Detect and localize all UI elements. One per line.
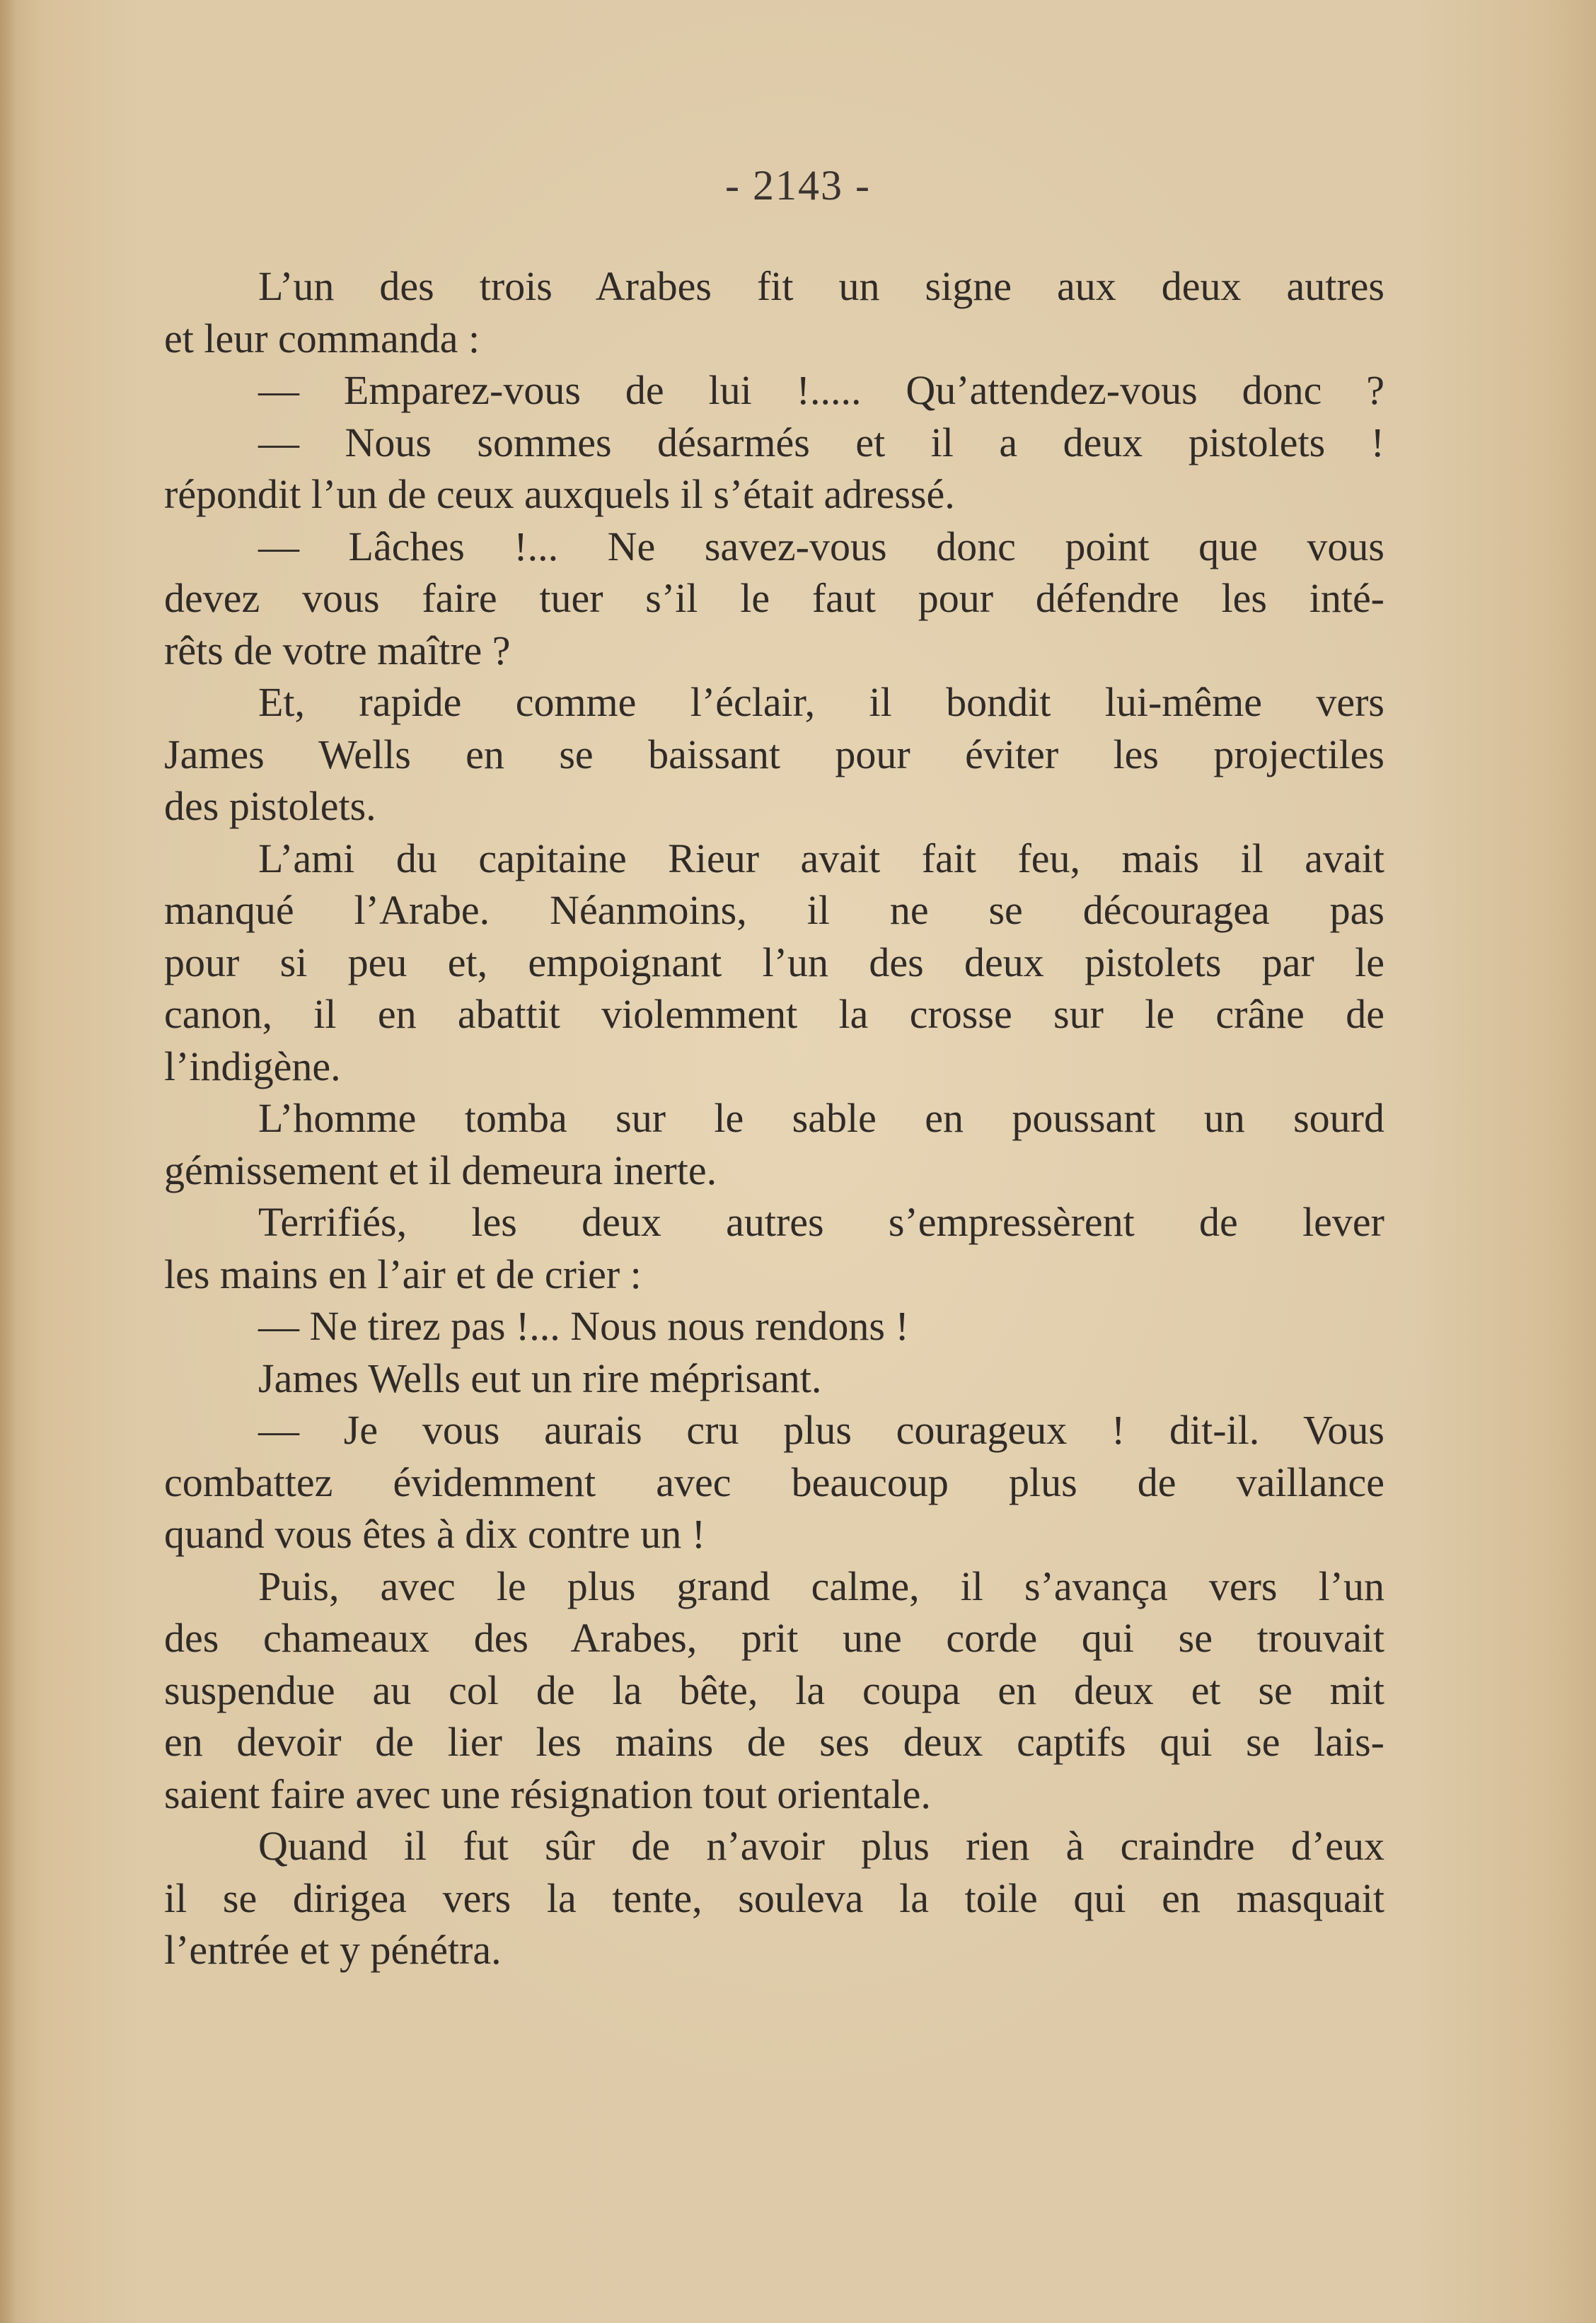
text-line: Terrifiés, les deux autres s’empressèrent de lever [258, 1199, 1384, 1245]
text-line: des pistolets. [164, 783, 376, 829]
text-line: l’indigène. [164, 1043, 341, 1089]
text-line: manqué l’Arabe. Néanmoins, il ne se découragea pas [164, 887, 1384, 933]
text-line: L’homme tomba sur le sable en poussant un sourd [258, 1095, 1384, 1141]
text-line: suspendue au col de la bête, la coupa en deux et se mit [164, 1667, 1384, 1713]
text-line: — Nous sommes désarmés et il a deux pistolets ! [258, 419, 1384, 465]
text-line: combattez évidemment avec beaucoup plus de vaillance [164, 1459, 1384, 1505]
text-line: James Wells en se baissant pour éviter les projectiles [164, 731, 1384, 777]
text-line: canon, il en abattit violemment la crosse sur le crâne de [164, 991, 1384, 1037]
text-line: L’ami du capitaine Rieur avait fait feu, mais il avait [258, 835, 1384, 881]
text-line: rêts de votre maître ? [164, 627, 511, 673]
text-line: l’entrée et y pénétra. [164, 1927, 502, 1973]
text-line: en devoir de lier les mains de ses deux captifs qui se lais- [164, 1719, 1384, 1765]
text-line: Quand il fut sûr de n’avoir plus rien à craindre d’eux [258, 1823, 1384, 1869]
text-line: L’un des trois Arabes fit un signe aux deux autres [258, 263, 1384, 309]
text-line: Et, rapide comme l’éclair, il bondit lui-même vers [258, 679, 1384, 725]
text-line: quand vous êtes à dix contre un ! [164, 1511, 706, 1557]
text-line: des chameaux des Arabes, prit une corde qui se trouvait [164, 1615, 1384, 1661]
text-line: les mains en l’air et de crier : [164, 1251, 642, 1297]
text-line: devez vous faire tuer s’il le faut pour défendre les inté- [164, 575, 1384, 621]
text-line: — Je vous aurais cru plus courageux ! dit-il. Vous [258, 1407, 1384, 1453]
text-line: — Ne tirez pas !... Nous nous rendons ! [258, 1303, 909, 1349]
text-line: gémissement et il demeura inerte. [164, 1147, 717, 1193]
body-text [164, 260, 1384, 1976]
text-line: il se dirigea vers la tente, souleva la toile qui en masquait [164, 1875, 1384, 1921]
text-line: pour si peu et, empoignant l’un des deux pistolets par le [164, 939, 1384, 985]
text-line: saient faire avec une résignation tout orientale. [164, 1771, 931, 1817]
text-line: James Wells eut un rire méprisant. [258, 1355, 822, 1401]
text-line: Puis, avec le plus grand calme, il s’avança vers l’un [258, 1563, 1384, 1609]
page-number: - 2143 - [725, 162, 871, 209]
text-line: répondit l’un de ceux auxquels il s’était adressé. [164, 471, 955, 517]
page-edge-shadow [0, 0, 16, 2323]
text-line: et leur commanda : [164, 315, 480, 361]
text-line: — Emparez-vous de lui !..... Qu’attendez-vous donc ? [258, 367, 1384, 413]
text-line: — Lâches !... Ne savez-vous donc point que vous [258, 523, 1384, 569]
